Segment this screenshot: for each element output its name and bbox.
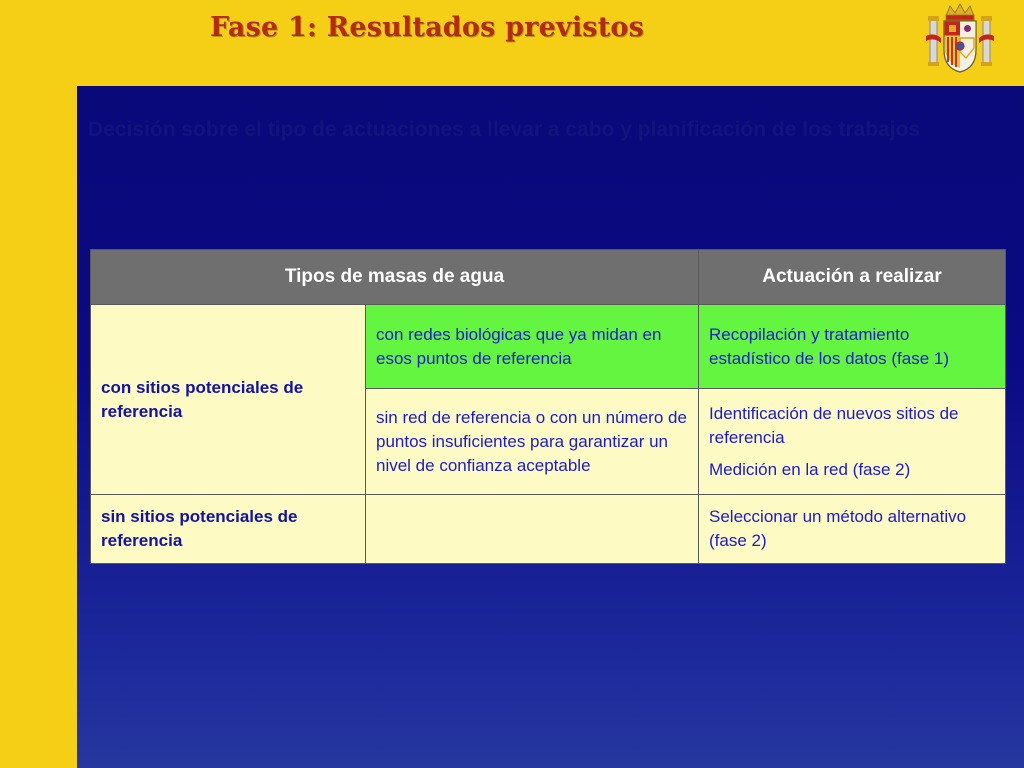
action-line: Medición en la red (fase 2) <box>709 459 911 479</box>
condition-cell: sin red de referencia o con un número de puntos insuficientes para garantizar un nivel de confianza aceptable <box>366 389 699 495</box>
action-cell: Seleccionar un método alternativo (fase 2) <box>699 495 1006 564</box>
water-type-with-sites: con sitios potenciales de referencia <box>91 305 366 495</box>
coat-of-arms-icon <box>926 2 994 74</box>
action-line: Identificación de nuevos sitios de referencia <box>709 403 959 447</box>
condition-cell: con redes biológicas que ya midan en esos puntos de referencia <box>366 305 699 389</box>
condition-cell <box>366 495 699 564</box>
water-type-without-sites: sin sitios potenciales de referencia <box>91 495 366 564</box>
page-title: Fase 1: Resultados previstos <box>210 12 644 43</box>
table-row <box>91 305 1006 389</box>
results-table <box>90 249 1006 564</box>
section-subtitle: Decisión sobre el tipo de actuaciones a llevar a cabo y planificación de los trabajos <box>88 118 921 141</box>
header-action: Actuación a realizar <box>699 250 1006 305</box>
table-header-row <box>91 250 1006 305</box>
action-cell: Recopilación y tratamiento estadístico de los datos (fase 1) <box>699 305 1006 389</box>
action-cell <box>699 389 1006 495</box>
table-row <box>91 495 1006 564</box>
header-water-body-types: Tipos de masas de agua <box>91 250 699 305</box>
